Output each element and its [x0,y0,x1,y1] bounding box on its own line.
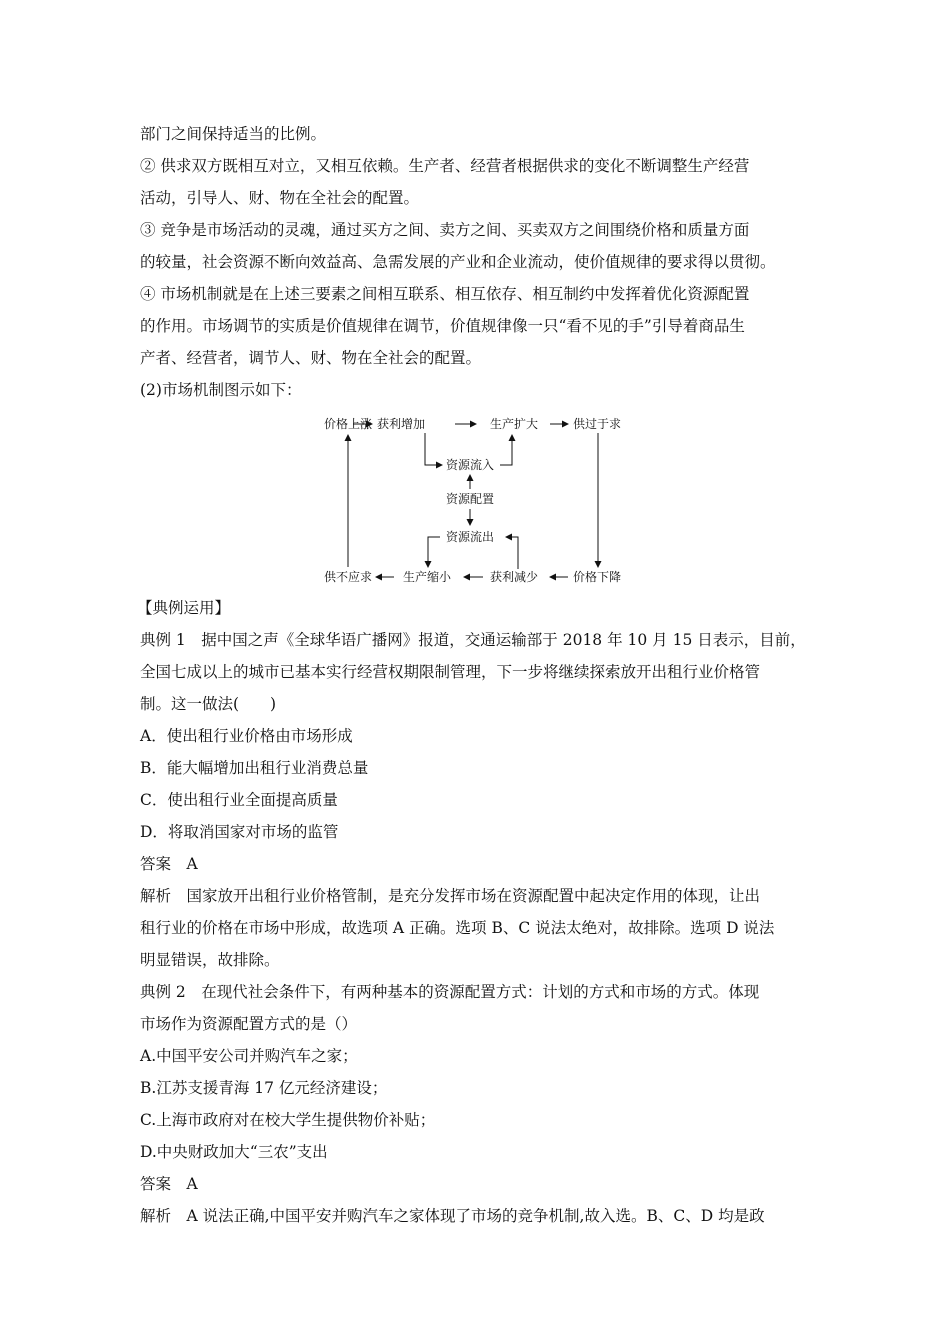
example1-answer: 答案 A [140,855,198,873]
example2-answer: 答案 A [140,1175,198,1193]
example1-analysis: 租行业的价格在市场中形成，故选项 A 正确。选项 B、C 说法太绝对，故排除。选项 D 说法 [140,919,775,937]
market-mechanism-diagram [300,405,650,590]
intro-line: 活动，引导人、财、物在全社会的配置。 [140,189,420,207]
example1-stem: 全国七成以上的城市已基本实行经营权期限制管理，下一步将继续探索放开出租行业价格管 [140,663,761,681]
intro-line: ④ 市场机制就是在上述三要素之间相互联系、相互依存、相互制约中发挥着优化资源配置 [140,285,750,303]
node-resource-outflow: 资源流出 [446,530,495,544]
intro-line: ③ 竞争是市场活动的灵魂，通过买方之间、卖方之间、买卖双方之间围绕价格和质量方面 [140,221,750,239]
example2-stem: 典例 2 在现代社会条件下，有两种基本的资源配置方式：计划的方式和市场的方式。体现 [140,983,760,1001]
intro-line: (2)市场机制图示如下： [140,381,302,399]
arrow [500,435,512,465]
node-resource-allocation: 资源配置 [446,492,495,506]
section-title: 【典例运用】 [137,599,231,617]
example1-analysis: 明显错误，故排除。 [140,951,280,969]
example2-option-d: D.中央财政加大“三农”支出 [140,1143,328,1161]
example2-stem: 市场作为资源配置方式的是（） [140,1015,358,1033]
intro-line: 的作用。市场调节的实质是价值规律在调节，价值规律像一只“看不见的手”引导着商品生 [140,317,745,335]
example2-analysis: 解析 A 说法正确,中国平安并购汽车之家体现了市场的竞争机制,故入选。B、C、D 均是政 [140,1207,765,1225]
example1-option-c: C．使出租行业全面提高质量 [140,791,338,809]
example1-option-d: D．将取消国家对市场的监管 [140,823,339,841]
node-supply-short: 供不应求 [324,570,373,584]
node-price-down: 价格下降 [573,570,622,584]
example2-option-c: C.上海市政府对在校大学生提供物价补贴； [140,1111,436,1129]
example1-option-a: A．使出租行业价格由市场形成 [140,727,353,745]
arrow [428,537,440,567]
node-price-up: 价格上涨 [324,417,373,431]
example1-stem: 典例 1 据中国之声《全球华语广播网》报道，交通运输部于 2018 年 10 月 15 日表示，目前， [140,631,806,649]
node-supply-exceeds-demand: 供过于求 [573,417,622,431]
intro-line: 部门之间保持适当的比例。 [140,125,327,143]
node-profit-down: 获利减少 [490,570,539,584]
intro-line: 产者、经营者，调节人、财、物在全社会的配置。 [140,349,482,367]
intro-line: ② 供求双方既相互对立，又相互依赖。生产者、经营者根据供求的变化不断调整生产经营 [140,157,750,175]
example1-analysis: 解析 国家放开出租行业价格管制，是充分发挥市场在资源配置中起决定作用的体现，让出 [140,887,761,905]
example2-option-b: B.江苏支援青海 17 亿元经济建设； [140,1079,388,1097]
arrow [506,537,518,569]
example2-option-a: A.中国平安公司并购汽车之家； [140,1047,358,1065]
node-resource-inflow: 资源流入 [446,458,495,472]
node-profit-up: 获利增加 [377,417,426,431]
example1-stem: 制。这一做法( ) [140,695,277,713]
example1-option-b: B．能大幅增加出租行业消费总量 [140,759,369,777]
node-production-down: 生产缩小 [403,570,452,584]
node-production-up: 生产扩大 [490,417,539,431]
arrow [425,433,442,465]
intro-line: 的较量，社会资源不断向效益高、急需发展的产业和企业流动，使价值规律的要求得以贯彻。 [140,253,776,271]
